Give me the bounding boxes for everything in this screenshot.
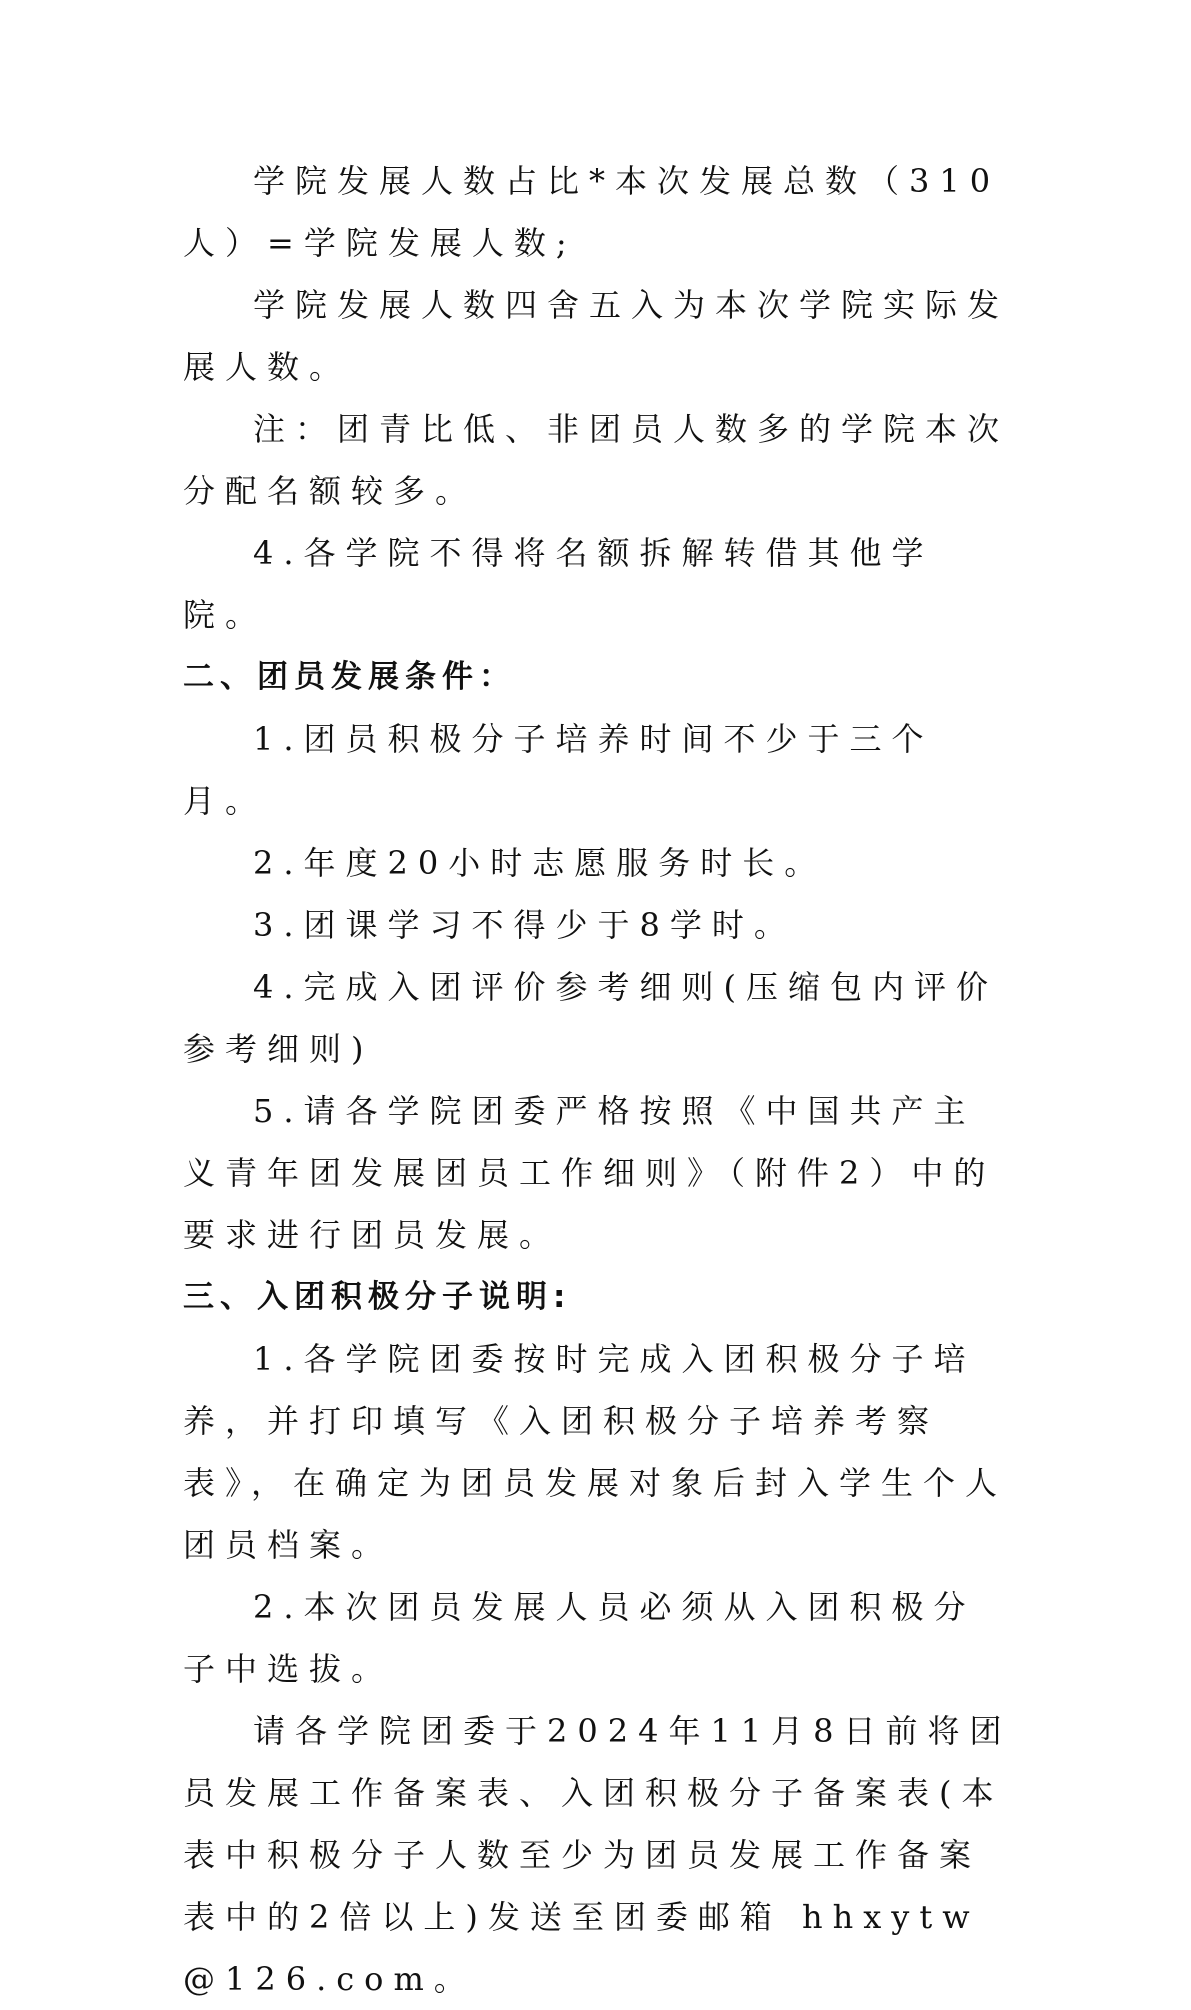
paragraph-activist-1: 1.各学院团委按时完成入团积极分子培养，并打印填写《入团积极分子培养考察表》，在确定为团员发展对象后封入学生个人团员档案。	[183, 1340, 1008, 1564]
paragraph-condition-4: 4.完成入团评价参考细则(压缩包内评价参考细则)	[183, 968, 999, 1068]
paragraph-quota-formula: 学院发展人数占比*本次发展总数（310人）=学院发展人数;	[183, 162, 1001, 262]
section-heading-activists: 三、入团积极分子说明:	[183, 1279, 572, 1315]
paragraph-condition-5: 5.请各学院团委严格按照《中国共产主义青年团发展团员工作细则》（附件2）中的要求进行团员发展。	[183, 1092, 996, 1254]
paragraph-item-4-transfer: 4.各学院不得将名额拆解转借其他学院。	[183, 534, 934, 634]
paragraph-submission-deadline: 请各学院团委于2024年11月8日前将团员发展工作备案表、入团积极分子备案表(本表中积极分子人数至少为团员发展工作备案表中的2倍以上)发送至团委邮箱 hhxytw@126.com。	[183, 1712, 1012, 1998]
paragraph-rounding-rule: 学院发展人数四舍五入为本次学院实际发展人数。	[183, 286, 1010, 386]
paragraph-note: 注：团青比低、非团员人数多的学院本次分配名额较多。	[183, 410, 1010, 510]
paragraph-condition-1: 1.团员积极分子培养时间不少于三个月。	[183, 720, 934, 820]
section-heading-conditions: 二、团员发展条件：	[183, 659, 516, 695]
paragraph-condition-3: 3.团课学习不得少于8学时。	[253, 906, 796, 944]
paragraph-condition-2: 2.年度20小时志愿服务时长。	[253, 844, 827, 882]
paragraph-activist-2: 2.本次团员发展人员必须从入团积极分子中选拔。	[183, 1588, 976, 1688]
document-body	[183, 150, 1013, 2010]
